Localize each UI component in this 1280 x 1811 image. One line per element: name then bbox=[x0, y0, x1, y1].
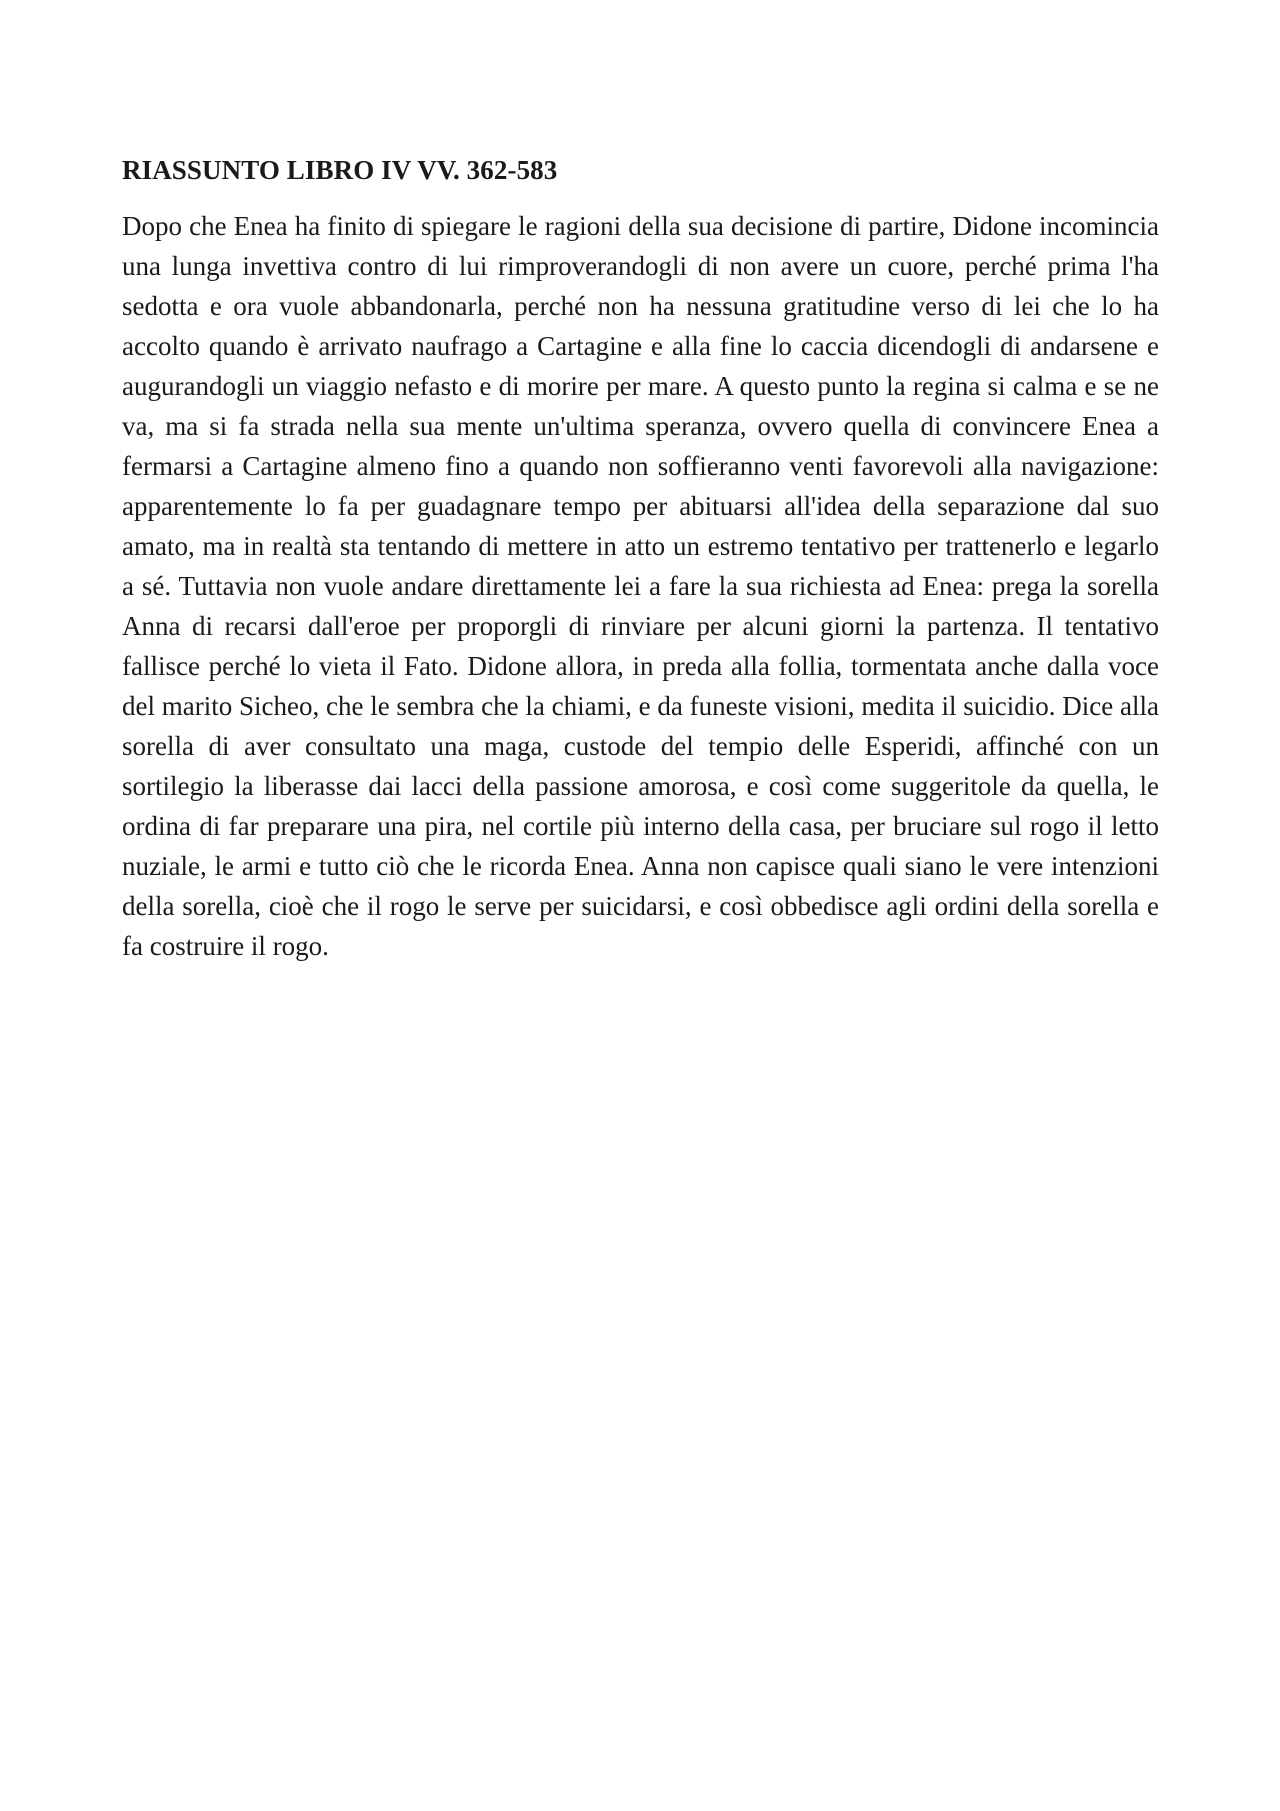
document-title: RIASSUNTO LIBRO IV VV. 362-583 bbox=[122, 155, 558, 185]
document-content bbox=[122, 150, 1159, 966]
body-paragraph: Dopo che Enea ha finito di spiegare le ragioni della sua decisione di partire, Didone incomincia una lunga invettiva contro di lui rimproverandogli di non avere un cuore, perché prima l'ha sedotta e ora vuole abbandonarla, perché non ha nessuna gratitudine verso di lei che lo ha accolto quando è arrivato naufrago a Cartagine e alla fine lo caccia dicendogli di andarsene e augurandogli un viaggio nefasto e di morire per mare. A questo punto la regina si calma e se ne va, ma si fa strada nella sua mente un'ultima speranza, ovvero quella di convincere Enea a fermarsi a Cartagine almeno fino a quando non soffieranno venti favorevoli alla navigazione: apparentemente lo fa per guadagnare tempo per abituarsi all'idea della separazione dal suo amato, ma in realtà sta tentando di mettere in atto un estremo tentativo per trattenerlo e legarlo a sé. Tuttavia non vuole andare direttamente lei a fare la sua richiesta ad Enea: prega la sorella Anna di recarsi dall'eroe per proporgli di rinviare per alcuni giorni la partenza. Il tentativo fallisce perché lo vieta il Fato. Didone allora, in preda alla follia, tormentata anche dalla voce del marito Sicheo, che le sembra che la chiami, e da funeste visioni, medita il suicidio. Dice alla sorella di aver consultato una maga, custode del tempio delle Esperidi, affinché con un sortilegio la liberasse dai lacci della passione amorosa, e così come suggeritole da quella, le ordina di far preparare una pira, nel cortile più interno della casa, per bruciare sul rogo il letto nuziale, le armi e tutto ciò che le ricorda Enea. Anna non capisce quali siano le vere intenzioni della sorella, cioè che il rogo le serve per suicidarsi, e così obbedisce agli ordini della sorella e fa costruire il rogo. bbox=[122, 211, 1159, 961]
